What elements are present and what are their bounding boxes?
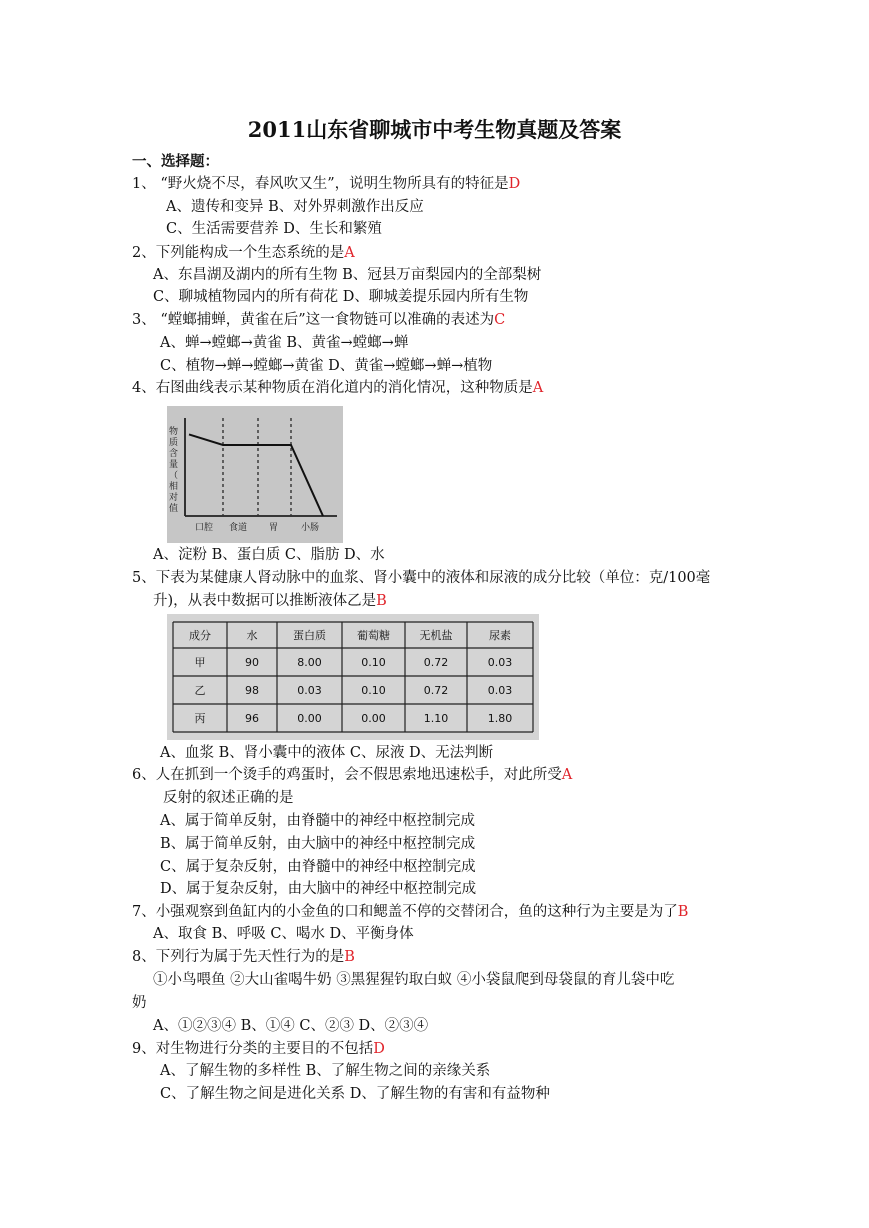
y-label-char: 值 [169,504,179,514]
table-cell: 丙 [194,712,206,725]
x-tick-label: 口腔 [195,523,214,533]
table-cell: 0.10 [361,684,386,697]
y-label-char: 量 [169,460,179,470]
answer-key: B [376,593,387,609]
table-cell: 0.03 [487,684,513,697]
table-cell: 0.00 [361,712,386,725]
question-4: 4、右图曲线表示某种物质在消化道内的消化情况，这种物质是A [132,380,544,396]
option-line: C、了解生物之间是进化关系 D、了解生物的有害和有益物种 [160,1086,550,1102]
table-header-cell: 水 [246,629,258,642]
answer-key: A [344,245,355,261]
table-cell: 甲 [194,656,206,669]
question-5-cont: 升)，从表中数据可以推断液体乙是B [153,593,387,609]
x-tick-label: 食道 [229,523,248,533]
question-9: 9、对生物进行分类的主要目的不包括D [132,1041,385,1057]
y-label-char: 含 [169,449,179,459]
option-line: C、植物→蝉→螳螂→黄雀 D、黄雀→螳螂→蝉→植物 [160,358,493,374]
table-cell: 8.00 [297,656,322,669]
question-2: 2、下列能构成一个生态系统的是A [132,245,355,261]
option-line: D、属于复杂反射，由大脑中的神经中枢控制完成 [160,881,477,897]
answer-key: B [344,949,355,965]
table-header-cell: 蛋白质 [293,629,326,642]
question-7: 7、小强观察到鱼缸内的小金鱼的口和鳃盖不停的交替闭合，鱼的这种行为主要是为了B [132,904,689,920]
table-cell: 90 [245,656,259,669]
option-line: A、了解生物的多样性 B、了解生物之间的亲缘关系 [160,1063,491,1079]
page-title: 2011山东省聊城市中考生物真题及答案 [247,117,622,142]
option-line: A、蝉→螳螂→黄雀 B、黄雀→螳螂→蝉 [160,335,409,351]
option-line: A、淀粉 B、蛋白质 C、脂肪 D、水 [153,547,385,563]
option-line: C、聊城植物园内的所有荷花 D、聊城姜提乐园内所有生物 [153,289,529,305]
y-label-char: 物 [169,427,179,437]
table-header-cell: 尿素 [489,629,511,642]
table-header-cell: 无机盐 [419,629,453,642]
graph-y-label [169,425,178,514]
option-line: A、血浆 B、肾小囊中的液体 C、尿液 D、无法判断 [160,745,494,761]
option-line: A、①②③④ B、①④ C、②③ D、②③④ [153,1018,429,1034]
answer-key: B [677,904,689,920]
option-line: A、东昌湖及湖内的所有生物 B、冠县万亩梨园内的全部梨树 [153,267,542,283]
table-header-cell: 成分 [189,629,211,642]
answer-key: D [373,1041,385,1057]
y-label-char: 相 [169,482,179,492]
table-cell: 96 [245,712,259,725]
answer-key: A [532,380,544,396]
option-line-cont: 奶 [132,995,147,1011]
option-line: A、遗传和变异 B、对外界刺激作出反应 [166,199,424,215]
option-line: ①小鸟喂鱼 ②大山雀喝牛奶 ③黑猩猩钓取白蚁 ④小袋鼠爬到母袋鼠的育儿袋中吃 [153,972,675,988]
table-cell: 0.00 [297,712,322,725]
question-6-cont: 反射的叙述正确的是 [163,790,294,806]
option-line: A、取食 B、呼吸 C、喝水 D、平衡身体 [153,926,414,942]
section-heading: 一、选择题： [132,153,219,170]
digestion-curve-figure [167,406,343,543]
table-cell: 1.10 [423,712,449,725]
answer-key: C [494,312,506,328]
x-tick-label: 小肠 [301,523,320,533]
table-cell: 0.03 [297,684,322,697]
composition-table-figure [167,614,539,740]
option-line: C、属于复杂反射，由脊髓中的神经中枢控制完成 [160,859,476,875]
option-line: A、属于简单反射，由脊髓中的神经中枢控制完成 [160,813,475,829]
table-cell: 0.10 [361,656,386,669]
option-line: C、生活需要营养 D、生长和繁殖 [166,221,382,237]
question-3: 3、 “螳螂捕蝉，黄雀在后”这一食物链可以准确的表述为C [132,312,506,328]
question-8: 8、下列行为属于先天性行为的是B [132,949,355,965]
question-6: 6、人在抓到一个烫手的鸡蛋时，会不假思索地迅速松手，对此所受A [132,767,573,783]
y-label-char: 对 [169,493,179,503]
table-header-cell: 葡萄糖 [357,629,390,642]
answer-key: A [561,767,573,783]
answer-key: D [508,176,521,192]
x-tick-label: 胃 [269,523,279,533]
table-cell: 1.80 [487,712,513,725]
table-cell: 0.72 [423,656,449,669]
table-cell: 乙 [194,684,206,697]
y-label-char: （ [169,471,179,481]
option-line: B、属于简单反射，由大脑中的神经中枢控制完成 [160,836,476,852]
table-cell: 98 [245,684,259,697]
table-cell: 0.03 [487,656,513,669]
table-cell: 0.72 [423,684,449,697]
question-1: 1、 “野火烧不尽，春风吹又生”，说明生物所具有的特征是D [132,176,521,192]
y-label-char: 质 [169,438,179,448]
question-5: 5、下表为某健康人肾动脉中的血浆、肾小囊中的液体和尿液的成分比较（单位：克/100毫 [132,570,711,586]
